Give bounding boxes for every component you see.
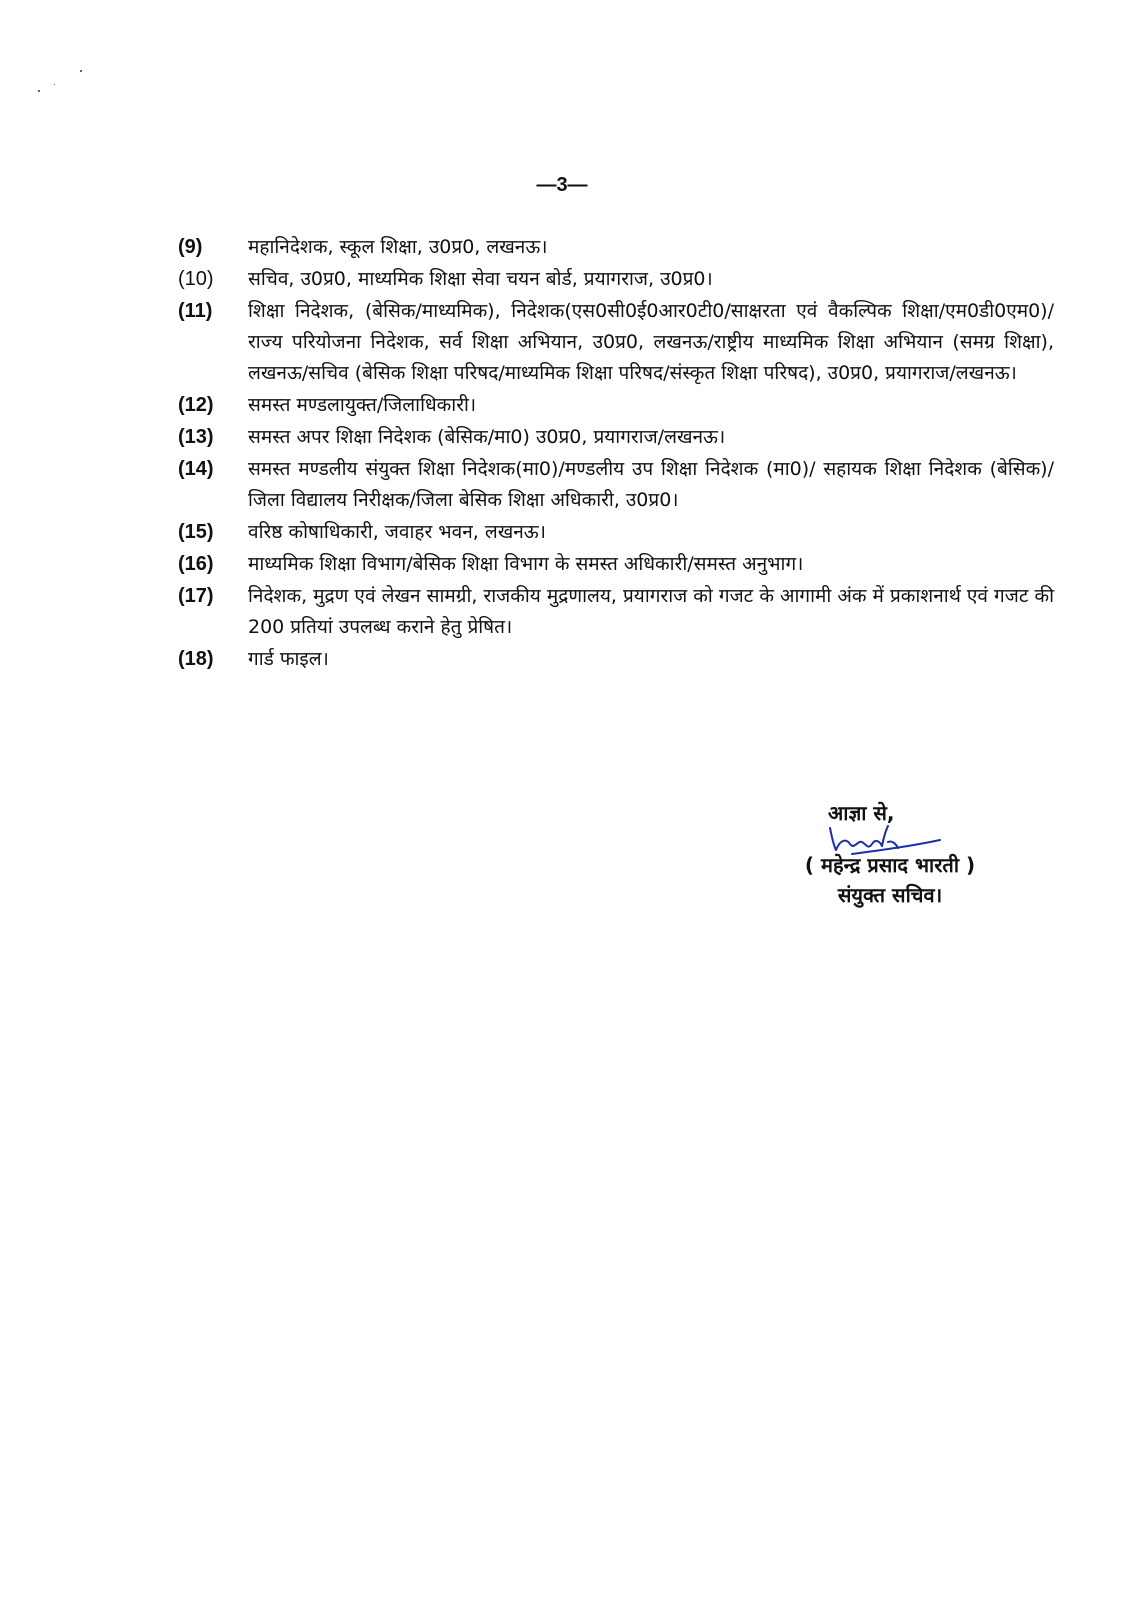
scan-speck (80, 70, 82, 72)
list-item (178, 454, 1054, 516)
item-number: (11) (178, 300, 213, 322)
scan-speck (54, 84, 55, 85)
item-text: वरिष्ठ कोषाधिकारी, जवाहर भवन, लखनऊ। (248, 521, 546, 543)
item-number: (17) (178, 585, 214, 607)
item-text: माध्यमिक शिक्षा विभाग/बेसिक शिक्षा विभाग के समस्त अधिकारी/समस्त अनुभाग। (248, 553, 804, 575)
list-item (178, 422, 1054, 453)
order-line: आज्ञा से, (828, 801, 895, 825)
item-text: सचिव, उ0प्र0, माध्यमिक शिक्षा सेवा चयन बोर्ड, प्रयागराज, उ0प्र0। (248, 268, 713, 290)
recipient-list (178, 232, 1054, 676)
item-text: समस्त मण्डलीय संयुक्त शिक्षा निदेशक(मा0)/मण्डलीय उप शिक्षा निदेशक (मा0)/ सहायक शिक्षा निदेशक (बेसिक)/जिला विद्यालय निरीक्षक/जिला बेसिक शिक्षा अधिकारी, उ0प्र0। (248, 458, 1054, 511)
list-item (178, 549, 1054, 580)
item-number: (18) (178, 648, 214, 670)
item-number: (15) (178, 521, 214, 543)
list-item (178, 264, 1054, 295)
item-text: महानिदेशक, स्कूल शिक्षा, उ0प्र0, लखनऊ। (248, 236, 548, 258)
scan-speck (38, 90, 40, 92)
list-item (178, 296, 1054, 389)
item-number: (12) (178, 394, 214, 416)
handwritten-signature-icon (760, 828, 1020, 850)
list-item (178, 581, 1054, 643)
item-number: (10) (178, 268, 214, 290)
item-text: शिक्षा निदेशक, (बेसिक/माध्यमिक), निदेशक(एस0सी0ई0आर0टी0/साक्षरता एवं वैकल्पिक शिक्षा/एम0डी0एम0)/राज्य परियोजना निदेशक, सर्व शिक्षा अभियान, उ0प्र0, लखनऊ/राष्ट्रीय माध्यमिक शिक्षा अभियान (समग्र शिक्षा), लखनऊ/सचिव (बेसिक शिक्षा परिषद/माध्यमिक शिक्षा परिषद/संस्कृत शिक्षा परिषद), उ0प्र0, प्रयागराज/लखनऊ। (248, 300, 1054, 384)
list-item (178, 517, 1054, 548)
item-text: समस्त अपर शिक्षा निदेशक (बेसिक/मा0) उ0प्र0, प्रयागराज/लखनऊ। (248, 426, 726, 448)
page-number: —3— (536, 174, 588, 196)
item-text: निदेशक, मुद्रण एवं लेखन सामग्री, राजकीय मुद्रणालय, प्रयागराज को गजट के आगामी अंक में प्रकाशनार्थ एवं गजट की 200 प्रतियां उपलब्ध कराने हेतु प्रेषित। (248, 585, 1054, 638)
item-number: (13) (178, 426, 214, 448)
item-number: (14) (178, 458, 214, 480)
signer-designation: संयुक्त सचिव। (837, 883, 943, 907)
item-text: समस्त मण्डलायुक्त/जिलाधिकारी। (248, 394, 477, 416)
signer-name: ( महेन्द्र प्रसाद भारती ) (804, 853, 976, 877)
signature-block (760, 798, 1020, 910)
item-number: (16) (178, 553, 214, 575)
list-item (178, 390, 1054, 421)
item-text: गार्ड फाइल। (248, 648, 329, 670)
signature-scribble (822, 820, 942, 860)
list-item (178, 644, 1054, 675)
item-number: (9) (178, 236, 203, 258)
list-item (178, 232, 1054, 263)
